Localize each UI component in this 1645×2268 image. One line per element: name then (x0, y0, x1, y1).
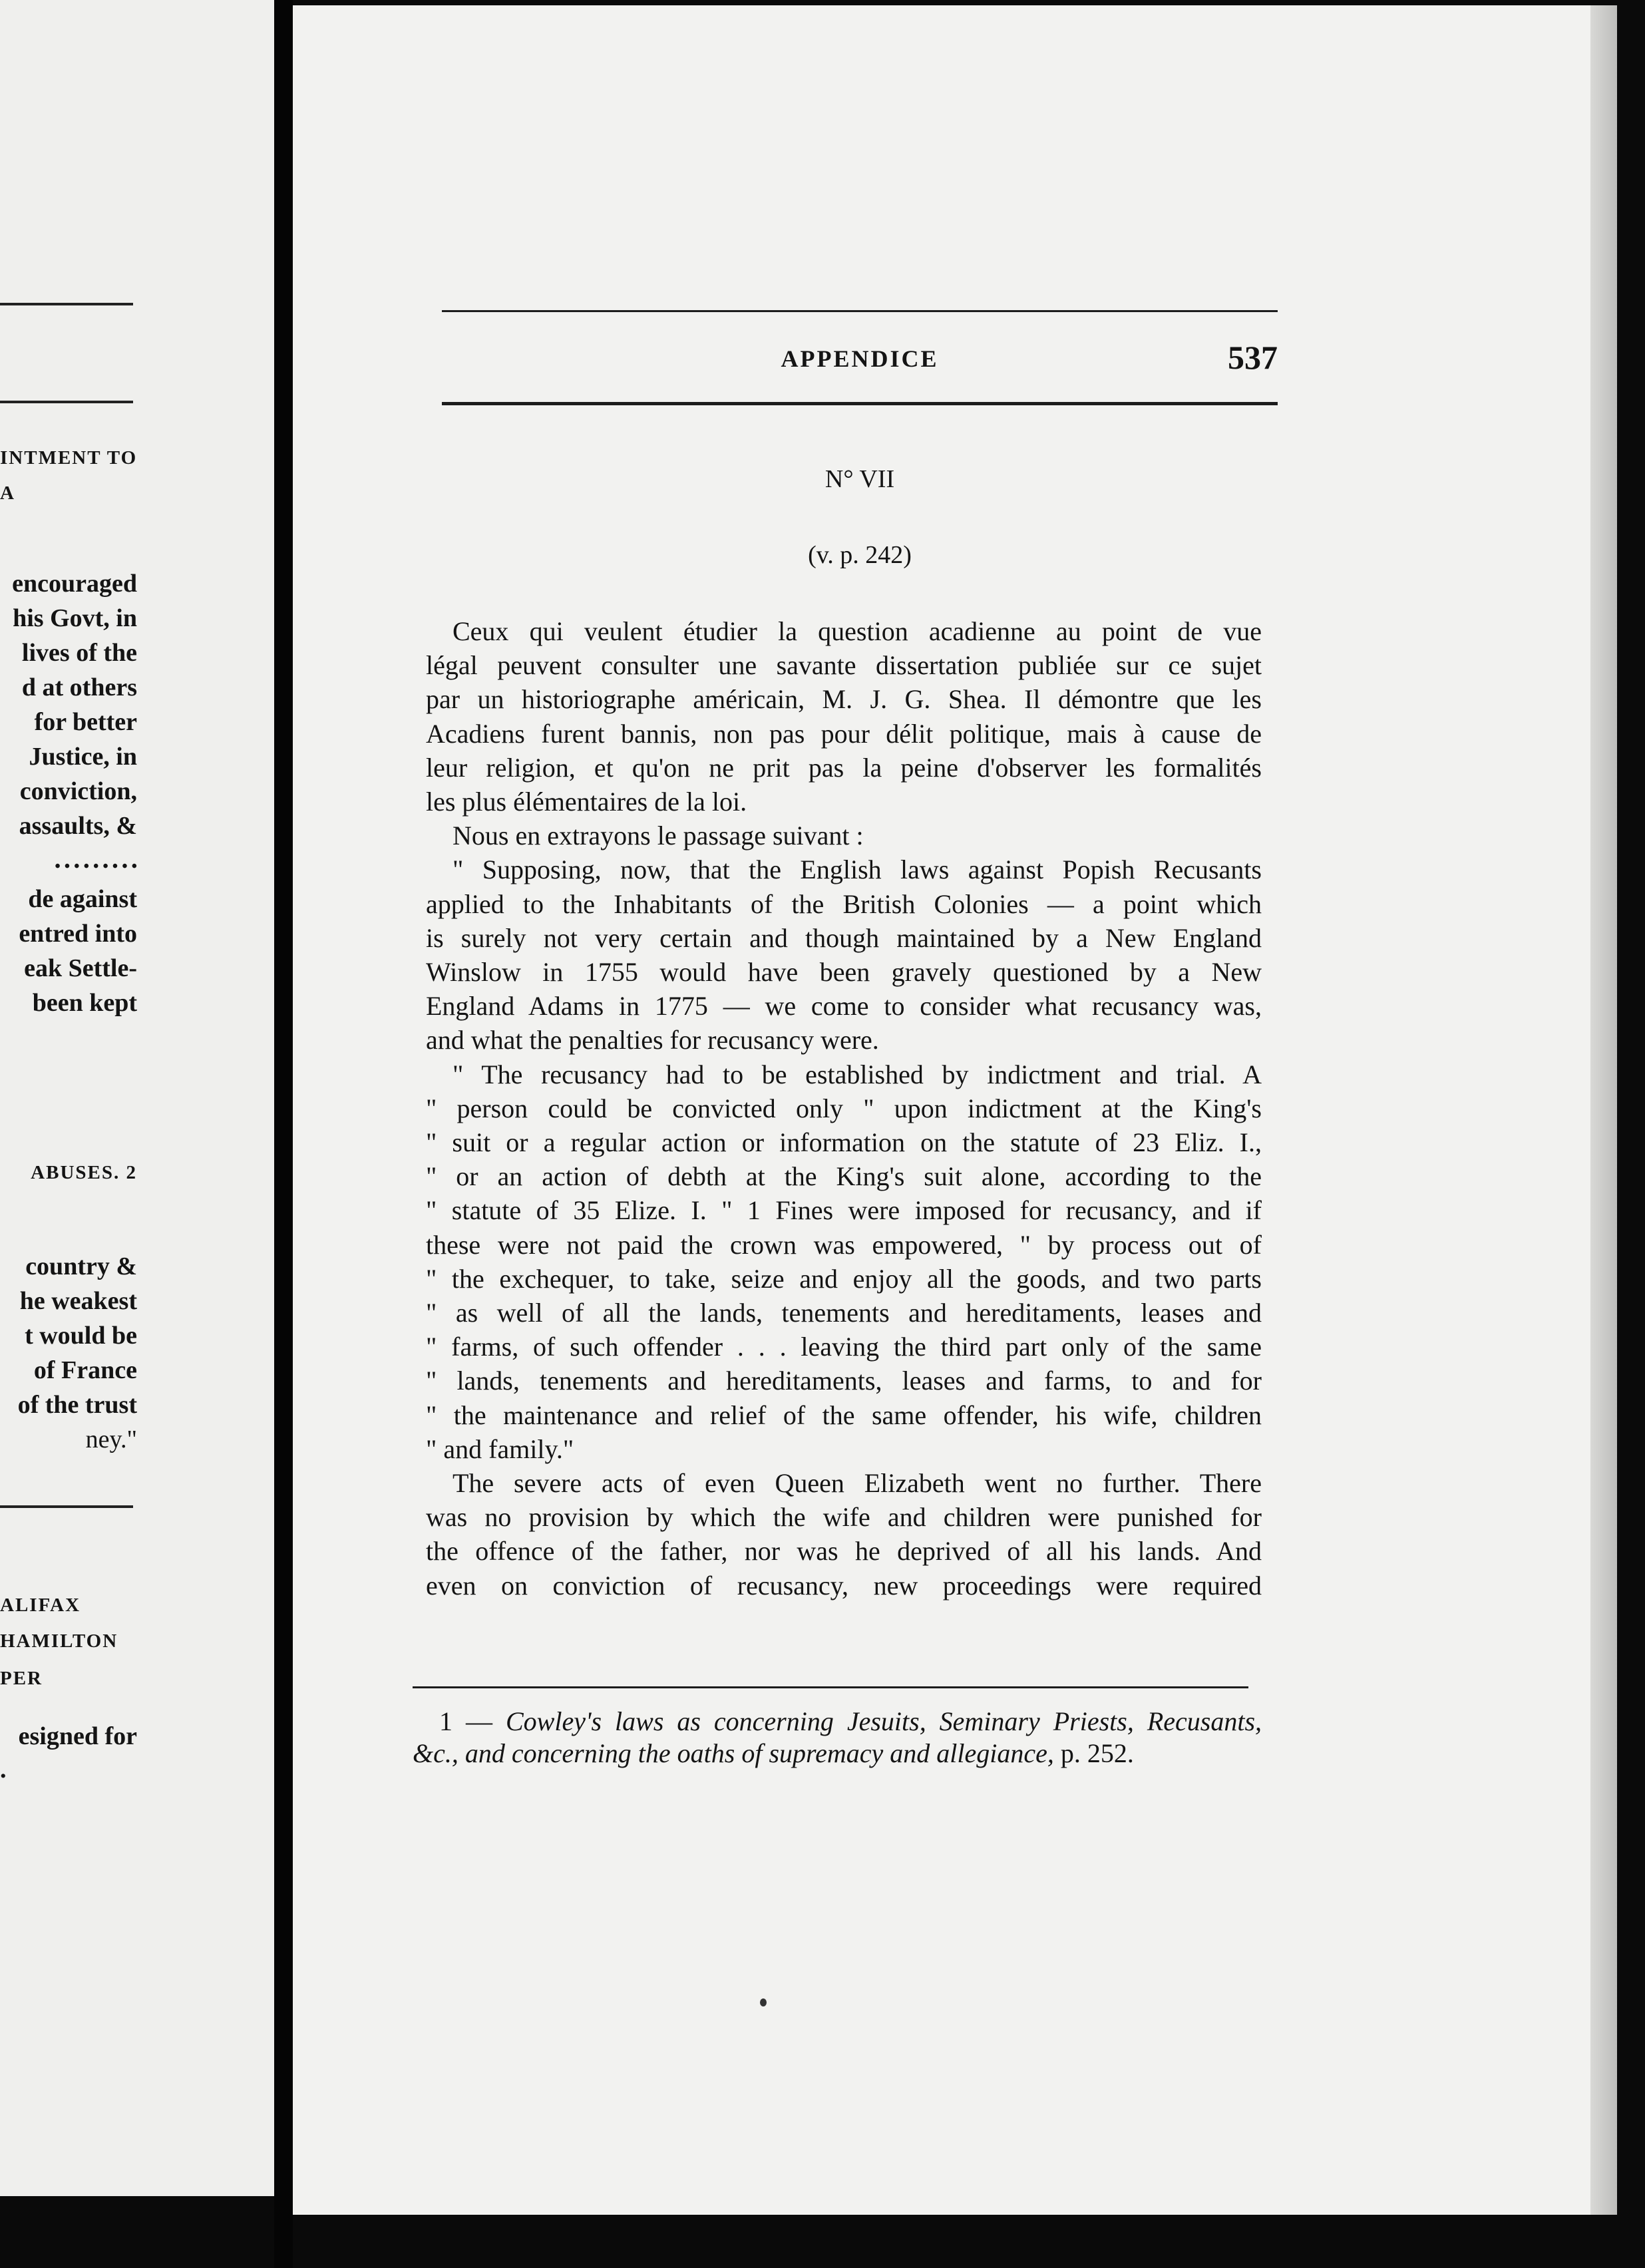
left-page-rule (0, 1505, 133, 1508)
left-page-line: of France (33, 1356, 137, 1384)
text-line: The severe acts of even Queen Elizabeth went no further. There (453, 1468, 1262, 1499)
left-page-line: encouraged (12, 570, 137, 598)
left-page-line: lives of the (21, 639, 137, 667)
text-line: leur religion, et qu'on ne prit pas la peine d'observer les formalités (426, 752, 1262, 783)
paragraph (426, 819, 1262, 852)
text-line: the offence of the father, nor was he deprived of all his lands. And (426, 1536, 1262, 1567)
left-page-line: been kept (32, 989, 137, 1017)
text-line: légal peuvent consulter une savante dissertation publiée sur ce sujet (426, 650, 1262, 681)
text-line: Nous en extrayons le passage suivant : (453, 821, 864, 851)
body-text (426, 614, 1262, 1603)
text-line: " or an action of debth at the King's suit alone, according to the (426, 1161, 1262, 1192)
left-page-line: d at others (21, 673, 137, 701)
text-line: and what the penalties for recusancy were. (426, 1025, 879, 1055)
text-line: " suit or a regular action or information on the statute of 23 Eliz. I., (426, 1127, 1262, 1158)
text-line: " person could be convicted only " upon indictment at the King's (426, 1093, 1262, 1123)
text-line: " and family." (426, 1433, 574, 1464)
text-line: Acadiens furent bannis, non pas pour délit politique, mais à cause de (426, 718, 1262, 749)
left-page-line: of the trust (17, 1391, 137, 1419)
head-rule (442, 402, 1278, 405)
left-page-line: de against (28, 885, 137, 913)
section-reference: (v. p. 242) (808, 541, 912, 569)
left-page-line: entred into (19, 920, 137, 948)
left-page-line: A (0, 482, 15, 504)
footnote-rule (413, 1686, 1248, 1688)
left-page-line: . (0, 1756, 7, 1784)
text-line: " lands, tenements and hereditaments, leases and farms, to and for (426, 1366, 1262, 1396)
text-line: " the maintenance and relief of the same offender, his wife, children (426, 1400, 1262, 1430)
left-page-rule (0, 401, 133, 403)
running-head: APPENDICE (781, 345, 939, 372)
quotation (426, 852, 1262, 1057)
paragraph (426, 1466, 1262, 1603)
left-page-line: assaults, & (19, 812, 137, 840)
text-line: is surely not very certain and though maintained by a New England (426, 922, 1262, 953)
left-page-line: country & (25, 1252, 137, 1280)
footnote-page-ref: p. 252. (1060, 1738, 1134, 1768)
left-page-line: PER (0, 1668, 43, 1689)
left-page-line: for better (34, 708, 137, 736)
left-page-line: INTMENT TO (0, 447, 138, 469)
left-page-line: Justice, in (29, 743, 137, 771)
left-page-line: ABUSES. 2 (31, 1162, 137, 1183)
footnote-line (413, 1706, 1262, 1738)
left-page-line: he weakest (19, 1287, 137, 1315)
text-line: " the exchequer, to take, seize and enjoy all the goods, and two parts (426, 1263, 1262, 1294)
paragraph (426, 614, 1262, 819)
left-page-line: ALIFAX (0, 1595, 81, 1616)
left-page-line: ney." (85, 1425, 137, 1453)
section-number: N° VII (824, 465, 895, 493)
left-page-line: conviction, (19, 777, 137, 805)
text-line: " Supposing, now, that the English laws against Popish Recusants (453, 854, 1262, 885)
text-line: " statute of 35 Elize. I. " 1 Fines were imposed for recusancy, and if (426, 1195, 1262, 1226)
left-page-line: esigned for (18, 1722, 137, 1750)
footnote-citation: &c., and concerning the oaths of supremacy and allegiance, (413, 1738, 1054, 1768)
footnote-marker: 1 — (439, 1706, 492, 1736)
text-line: " farms, of such offender . . . leaving the third part only of the same (426, 1332, 1262, 1362)
paper-speck (760, 1998, 767, 2006)
text-line: " The recusancy had to be established by indictment and trial. A (453, 1059, 1262, 1089)
page-edge (1590, 5, 1617, 2215)
text-line: les plus élémentaires de la loi. (426, 787, 747, 817)
footnote-line (413, 1738, 1262, 1770)
text-line: par un historiographe américain, M. J. G. Shea. Il démontre que les (426, 684, 1262, 715)
text-line: even on conviction of recusancy, new proceedings were required (426, 1570, 1262, 1601)
quotation (426, 1057, 1262, 1466)
page-number: 537 (1228, 339, 1278, 376)
left-page-line: HAMILTON (0, 1630, 118, 1652)
left-page-rule (0, 303, 133, 305)
book-gutter (274, 0, 293, 2268)
text-line: Ceux qui veulent étudier la question acadienne au point de vue (453, 616, 1262, 646)
text-line: England Adams in 1775 — we come to consider what recusancy was, (426, 991, 1262, 1022)
facing-page-left (0, 0, 274, 2196)
left-page-line: t would be (25, 1322, 137, 1350)
left-page-line: • • • • • • • • • (55, 858, 137, 875)
page-537 (293, 5, 1617, 2215)
text-line: was no provision by which the wife and children were punished for (426, 1502, 1262, 1533)
text-line: these were not paid the crown was empowered, " by process out of (426, 1229, 1262, 1260)
text-line: Winslow in 1755 would have been gravely questioned by a New (426, 957, 1262, 988)
left-page-line: eak Settle- (24, 954, 137, 982)
left-page-line: his Govt, in (13, 604, 137, 632)
footnote (413, 1706, 1262, 1770)
text-line: " as well of all the lands, tenements and hereditaments, leases and (426, 1298, 1262, 1328)
text-line: applied to the Inhabitants of the British Colonies — a point which (426, 888, 1262, 919)
top-rule (442, 310, 1278, 312)
footnote-citation: Cowley's laws as concerning Jesuits, Seminary Priests, Recusants, (505, 1706, 1262, 1736)
